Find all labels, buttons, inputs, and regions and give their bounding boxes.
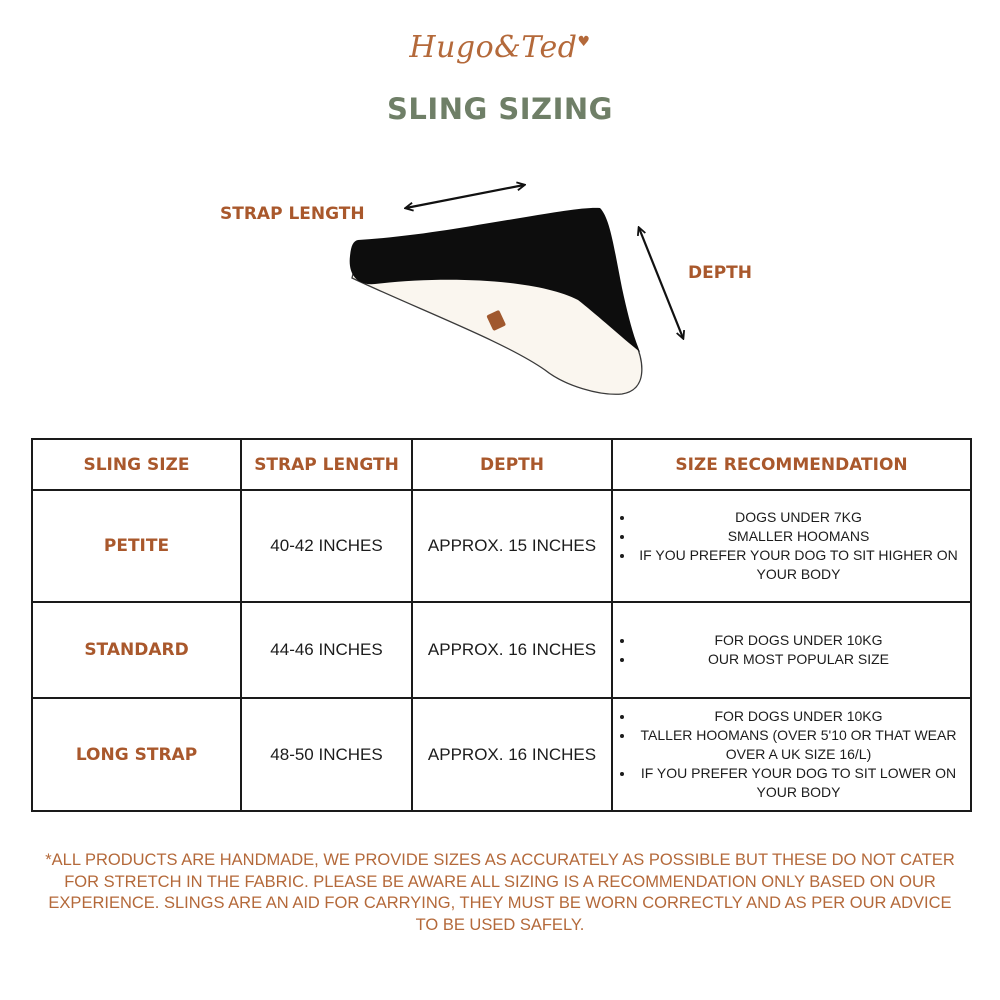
strap-length-cell: 44-46 INCHES	[241, 602, 412, 698]
heart-icon: ♥	[577, 34, 591, 50]
disclaimer-footnote: *ALL PRODUCTS ARE HANDMADE, WE PROVIDE SIZES AS ACCURATELY AS POSSIBLE BUT THESE DO NOT CATER FOR STRETCH IN THE FABRIC. PLEASE BE AWARE ALL SIZING IS A RECOMMENDATION ONLY BASED ON OUR EXPERIENCE. SLINGS ARE AN AID FOR CARRYING, THEY MUST BE WORN CORRECTLY AND AS PER OUR ADVICE TO BE USED SAFELY.	[45, 851, 955, 934]
size-name-cell: PETITE	[32, 490, 241, 602]
double-arrow-icon	[406, 185, 524, 208]
table-header-row	[32, 439, 971, 490]
size-name-cell: LONG STRAP	[32, 698, 241, 811]
column-header-strap-length: STRAP LENGTH	[241, 439, 412, 490]
recommendation-item: • DOGS UNDER 7KG	[635, 508, 962, 527]
brand-logo	[0, 30, 1000, 65]
column-header-size-recommendation: SIZE RECOMMENDATION	[612, 439, 971, 490]
recommendation-list	[621, 707, 962, 802]
depth-cell: APPROX. 16 INCHES	[412, 602, 612, 698]
recommendation-item: • FOR DOGS UNDER 10KG	[635, 707, 962, 726]
recommendation-item: • OUR MOST POPULAR SIZE	[635, 650, 962, 669]
size-name-cell: STANDARD	[32, 602, 241, 698]
depth-label: DEPTH	[688, 263, 753, 283]
depth-cell: APPROX. 16 INCHES	[412, 698, 612, 811]
column-header-sling-size: SLING SIZE	[32, 439, 241, 490]
page-title: SLING SIZING	[387, 92, 613, 126]
sizing-table	[31, 438, 972, 812]
recommendation-list	[621, 631, 962, 669]
table-row	[32, 698, 971, 811]
column-header-depth: DEPTH	[412, 439, 612, 490]
double-arrow-icon	[639, 228, 683, 338]
brand-logo-text: Hugo&Ted	[409, 30, 578, 65]
strap-length-label: STRAP LENGTH	[220, 204, 365, 224]
recommendation-cell	[612, 602, 971, 698]
recommendation-cell	[612, 490, 971, 602]
sling-diagram	[0, 160, 1000, 420]
recommendation-item: • TALLER HOOMANS (OVER 5'10 OR THAT WEAR OVER A UK SIZE 16/L)	[635, 726, 962, 764]
recommendation-list	[621, 508, 962, 584]
strap-length-cell: 48-50 INCHES	[241, 698, 412, 811]
depth-cell: APPROX. 15 INCHES	[412, 490, 612, 602]
recommendation-item: • IF YOU PREFER YOUR DOG TO SIT LOWER ON YOUR BODY	[635, 764, 962, 802]
recommendation-item: • SMALLER HOOMANS	[635, 527, 962, 546]
recommendation-item: • IF YOU PREFER YOUR DOG TO SIT HIGHER ON YOUR BODY	[635, 546, 962, 584]
table-row	[32, 602, 971, 698]
recommendation-item: • FOR DOGS UNDER 10KG	[635, 631, 962, 650]
table-row	[32, 490, 971, 602]
strap-length-cell: 40-42 INCHES	[241, 490, 412, 602]
sling-illustration	[0, 160, 1000, 420]
recommendation-cell	[612, 698, 971, 811]
